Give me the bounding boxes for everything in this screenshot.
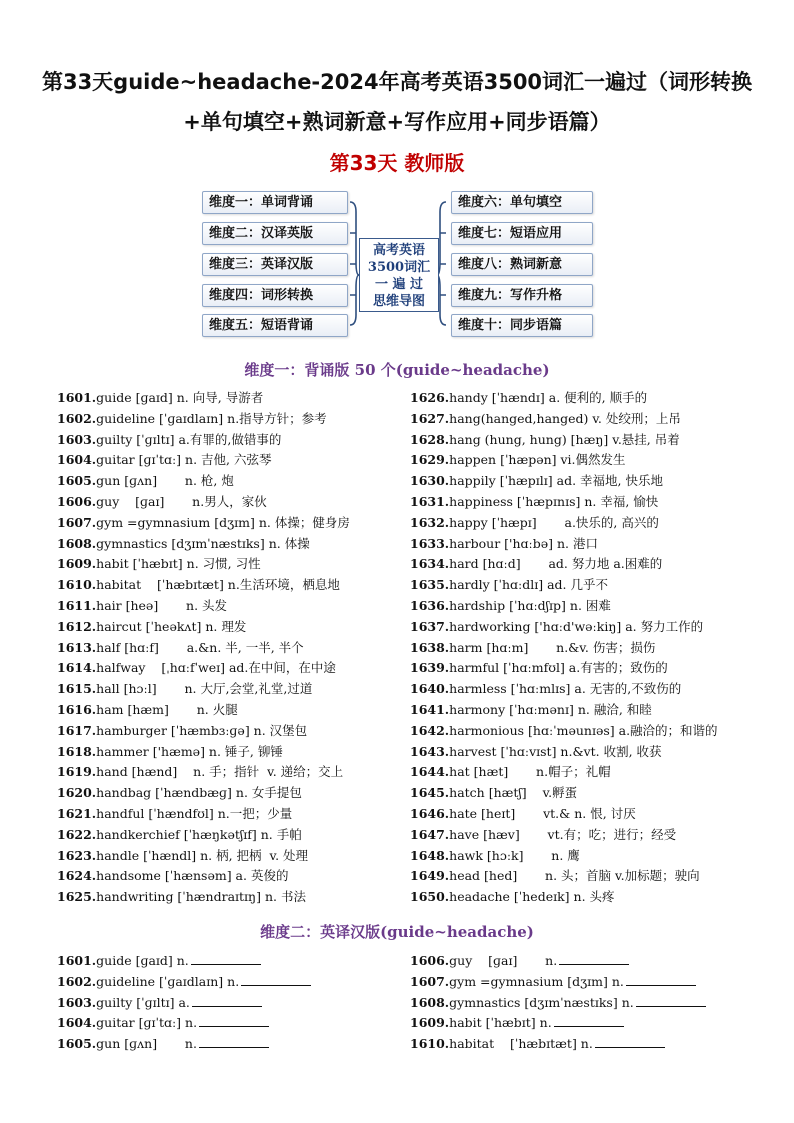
vocab-entry: have [hæv] vt.有；吃；进行；经受 <box>449 826 677 842</box>
vocab-entry: hair [heə] n. 头发 <box>96 597 228 613</box>
vocab-entry: harmless [ˈhɑːmlɪs] a. 无害的,不致伤的 <box>449 681 682 697</box>
vocab-number: 1604. <box>57 452 97 468</box>
vocab-row <box>57 534 397 555</box>
vocab-number: 1622. <box>57 826 97 842</box>
vocab-entry: gymnastics [dʒɪmˈnæstɪks] n. <box>449 994 634 1010</box>
vocab-row <box>57 638 397 659</box>
vocab-row <box>57 783 397 804</box>
vocab-number: 1633. <box>410 535 450 551</box>
mindmap-left-2: 维度二：汉译英版 <box>202 222 348 245</box>
vocab-number: 1619. <box>57 764 97 780</box>
vocab-number: 1613. <box>57 639 97 655</box>
vocab-number: 1650. <box>410 889 450 905</box>
vocab-entry: habit [ˈhæbɪt] n. <box>449 1015 552 1031</box>
vocab-number: 1631. <box>410 493 450 509</box>
vocab-row <box>410 409 750 430</box>
vocab-row <box>57 492 397 513</box>
vocab-row <box>57 700 397 721</box>
vocab-entry: guy [ɡaɪ] n. <box>449 953 558 968</box>
answer-blank[interactable] <box>191 953 261 965</box>
vocab-row <box>57 762 397 783</box>
vocab-row <box>57 409 397 430</box>
vocab-entry: guitar [ɡɪˈtɑː] n. 吉他, 六弦琴 <box>96 452 272 468</box>
vocab-row <box>410 742 750 763</box>
vocab-entry: hardworking ['hɑːd'wəːkiŋ] a. 努力工作的 <box>449 618 704 634</box>
vocab-entry: hang(hanged,hanged) v. 处绞刑；上吊 <box>449 410 681 426</box>
vocab-number: 1634. <box>410 556 450 572</box>
vocab-entry: half [hɑːf] a.&n. 半, 一半, 半个 <box>96 639 304 655</box>
vocab-row <box>410 513 750 534</box>
vocab-entry: head [hed] n. 头；首脑 v.加标题；驶向 <box>449 868 700 884</box>
vocab-entry: gymnastics [dʒɪmˈnæstɪks] n. 体操 <box>96 535 310 551</box>
vocab-entry: hawk [hɔːk] n. 鹰 <box>449 847 580 863</box>
answer-blank[interactable] <box>192 995 262 1007</box>
vocab-row <box>57 617 397 638</box>
vocab-number: 1608. <box>410 994 450 1010</box>
vocab-number: 1629. <box>410 452 450 468</box>
vocab-entry: gun [ɡʌn] n. <box>96 1036 197 1052</box>
vocab-entry: hamburger [ˈhæmbɜːɡə] n. 汉堡包 <box>96 722 308 738</box>
answer-blank[interactable] <box>626 974 696 986</box>
vocab-row <box>57 993 397 1014</box>
mindmap-right-8: 维度八：熟词新意 <box>451 253 593 276</box>
vocab-entry: hard [hɑːd] ad. 努力地 a.困难的 <box>449 556 663 572</box>
mindmap-right-10: 维度十：同步语篇 <box>451 314 593 337</box>
vocab-number: 1610. <box>57 577 97 593</box>
vocab-row <box>57 825 397 846</box>
section1-left-list <box>57 388 397 908</box>
vocab-entry: habitat [ˈhæbɪtæt] n.生活环境，栖息地 <box>96 577 340 593</box>
vocab-number: 1602. <box>57 973 97 989</box>
answer-blank[interactable] <box>241 974 311 986</box>
vocab-entry: halfway [ˌhɑːfˈweɪ] ad.在中间，在中途 <box>96 660 336 676</box>
mindmap-right-6: 维度六：单句填空 <box>451 191 593 214</box>
vocab-number: 1643. <box>410 743 450 759</box>
vocab-entry: guy [ɡaɪ] n.男人，家伙 <box>96 493 267 509</box>
answer-blank[interactable] <box>559 953 629 965</box>
vocab-number: 1625. <box>57 889 97 905</box>
vocab-entry: handbag [ˈhændbæɡ] n. 女手提包 <box>96 785 302 801</box>
vocab-entry: gym =gymnasium [dʒɪm] n. 体操；健身房 <box>96 514 350 530</box>
vocab-number: 1635. <box>410 577 450 593</box>
vocab-entry: handful [ˈhændfʊl] n.一把；少量 <box>96 805 293 821</box>
vocab-number: 1639. <box>410 660 450 676</box>
vocab-row <box>57 450 397 471</box>
vocab-entry: guitar [ɡɪˈtɑː] n. <box>96 1015 198 1031</box>
vocab-number: 1606. <box>57 493 97 509</box>
mindmap-left-1: 维度一：单词背诵 <box>202 191 348 214</box>
vocab-row <box>410 783 750 804</box>
vocab-entry: harbour ['hɑːbə] n. 港口 <box>449 535 598 551</box>
vocab-number: 1612. <box>57 618 97 634</box>
vocab-row <box>410 575 750 596</box>
vocab-row <box>57 658 397 679</box>
vocab-entry: hand [hænd] n. 手；指针 v. 递给；交上 <box>96 764 344 780</box>
vocab-row <box>410 450 750 471</box>
vocab-number: 1609. <box>57 556 97 572</box>
vocab-number: 1616. <box>57 701 97 717</box>
vocab-entry: hardship [ˈhɑːdʃɪp] n. 困难 <box>449 597 611 613</box>
vocab-entry: happy [ˈhæpɪ] a.快乐的, 高兴的 <box>449 514 659 530</box>
vocab-entry: harvest [ˈhɑːvɪst] n.&vt. 收割, 收获 <box>449 743 662 759</box>
mindmap-right-7: 维度七：短语应用 <box>451 222 593 245</box>
vocab-row <box>57 887 397 908</box>
mindmap-center <box>359 238 439 312</box>
vocab-number: 1641. <box>410 701 450 717</box>
answer-blank[interactable] <box>199 1036 269 1048</box>
vocab-row <box>410 721 750 742</box>
vocab-entry: harm [hɑːm] n.&v. 伤害；损伤 <box>449 639 656 655</box>
vocab-entry: headache [ˈhedeɪk] n. 头疼 <box>449 889 615 905</box>
vocab-number: 1601. <box>57 953 97 968</box>
vocab-row <box>57 721 397 742</box>
vocab-row <box>57 846 397 867</box>
mindmap-left-3: 维度三：英译汉版 <box>202 253 348 276</box>
vocab-entry: hang (hung, hung) [hæŋ] v.悬挂, 吊着 <box>449 431 680 447</box>
vocab-row <box>410 993 750 1014</box>
vocab-number: 1605. <box>57 1036 97 1052</box>
vocab-row <box>410 534 750 555</box>
mindmap-left-5: 维度五：短语背诵 <box>202 314 348 337</box>
vocab-entry: handkerchief [ˈhæŋkətʃɪf] n. 手帕 <box>96 826 302 842</box>
vocab-number: 1626. <box>410 390 450 405</box>
vocab-number: 1620. <box>57 785 97 801</box>
vocab-number: 1601. <box>57 390 97 405</box>
vocab-row <box>57 575 397 596</box>
vocab-row <box>57 1013 397 1034</box>
vocab-number: 1615. <box>57 681 97 697</box>
mindmap-left-4: 维度四：词形转换 <box>202 284 348 307</box>
vocab-entry: hall [hɔːl] n. 大厅,会堂,礼堂,过道 <box>96 681 313 697</box>
vocab-entry: habitat [ˈhæbɪtæt] n. <box>449 1036 593 1052</box>
vocab-number: 1648. <box>410 847 450 863</box>
vocab-row <box>410 804 750 825</box>
answer-blank[interactable] <box>595 1036 665 1048</box>
vocab-entry: handy [ˈhændɪ] a. 便利的, 顺手的 <box>449 390 648 405</box>
vocab-number: 1602. <box>57 410 97 426</box>
vocab-row <box>410 492 750 513</box>
vocab-entry: hammer ['hæmə] n. 锤子, 铆锤 <box>96 743 283 759</box>
page-subtitle: 第33天 教师版 <box>329 151 465 175</box>
vocab-entry: hatch [hætʃ] v.孵蛋 <box>449 785 578 801</box>
section2-right-list <box>410 951 750 1055</box>
vocab-number: 1649. <box>410 868 450 884</box>
section1-title: 维度一：背诵版 50 个(guide~headache) <box>244 361 550 379</box>
vocab-entry: ham [hæm] n. 火腿 <box>96 701 238 717</box>
vocab-row <box>410 679 750 700</box>
vocab-number: 1603. <box>57 994 97 1010</box>
vocab-entry: harmonious [hɑːˈməunɪəs] a.融洽的；和谐的 <box>449 722 718 738</box>
vocab-row <box>57 679 397 700</box>
vocab-number: 1642. <box>410 722 450 738</box>
vocab-entry: guideline [ˈɡaɪdlaɪn] n.指导方针；参考 <box>96 410 327 426</box>
vocab-row <box>410 825 750 846</box>
page-title: 第33天guide~headache-2024年高考英语3500词汇一遍过（词形转换+单句填空+熟词新意+写作应用+同步语篇） <box>41 70 753 134</box>
vocab-entry: gym =gymnasium [dʒɪm] n. <box>449 973 624 989</box>
vocab-entry: handle [ˈhændl] n. 柄, 把柄 v. 处理 <box>96 847 309 863</box>
answer-blank[interactable] <box>554 1015 624 1027</box>
vocab-number: 1645. <box>410 785 450 801</box>
vocab-row <box>57 554 397 575</box>
vocab-row <box>410 700 750 721</box>
vocab-row <box>410 762 750 783</box>
vocab-entry: guide [ɡaɪd] n. <box>96 953 189 968</box>
answer-blank[interactable] <box>636 995 706 1007</box>
vocab-entry: guide [ɡaɪd] n. 向导, 导游者 <box>96 390 264 405</box>
vocab-number: 1605. <box>57 473 97 489</box>
vocab-number: 1638. <box>410 639 450 655</box>
vocab-number: 1621. <box>57 805 97 821</box>
vocab-row <box>410 887 750 908</box>
vocab-row <box>57 430 397 451</box>
vocab-row <box>410 430 750 451</box>
vocab-number: 1644. <box>410 764 450 780</box>
vocab-row <box>410 638 750 659</box>
vocab-number: 1628. <box>410 431 450 447</box>
vocab-number: 1617. <box>57 722 97 738</box>
vocab-row <box>57 804 397 825</box>
section2-title: 维度二：英译汉版(guide~headache) <box>260 923 534 941</box>
vocab-number: 1614. <box>57 660 97 676</box>
vocab-row <box>410 1034 750 1055</box>
vocab-number: 1630. <box>410 473 450 489</box>
vocab-row <box>410 972 750 993</box>
vocab-entry: harmful [ˈhɑːmfʊl] a.有害的；致伤的 <box>449 660 668 676</box>
vocab-row <box>410 1013 750 1034</box>
vocab-row <box>57 596 397 617</box>
vocab-entry: happily [ˈhæpɪlɪ] ad. 幸福地, 快乐地 <box>449 473 663 489</box>
vocab-entry: handsome [ˈhænsəm] a. 英俊的 <box>96 868 289 884</box>
vocab-entry: happiness [ˈhæpɪnɪs] n. 幸福, 愉快 <box>449 493 659 509</box>
vocab-entry: hate [heɪt] vt.& n. 恨, 讨厌 <box>449 805 636 821</box>
vocab-row <box>57 471 397 492</box>
section2-left-list <box>57 951 397 1055</box>
vocab-row <box>57 972 397 993</box>
vocab-row <box>410 658 750 679</box>
mindmap-center-line: 3500词汇 <box>367 260 431 275</box>
vocab-number: 1608. <box>57 535 97 551</box>
vocab-row <box>57 513 397 534</box>
vocab-number: 1618. <box>57 743 97 759</box>
vocab-number: 1624. <box>57 868 97 884</box>
section1-right-list <box>410 388 750 908</box>
vocab-entry: haircut [ˈheəkʌt] n. 理发 <box>96 618 247 634</box>
vocab-number: 1637. <box>410 618 450 634</box>
mindmap-right-9: 维度九：写作升格 <box>451 284 593 307</box>
vocab-row <box>410 866 750 887</box>
vocab-row <box>57 1034 397 1055</box>
vocab-number: 1607. <box>57 514 97 530</box>
answer-blank[interactable] <box>199 1015 269 1027</box>
vocab-row <box>410 617 750 638</box>
vocab-number: 1632. <box>410 514 450 530</box>
vocab-row <box>57 388 397 409</box>
vocab-number: 1646. <box>410 805 450 821</box>
vocab-row <box>57 742 397 763</box>
vocab-row <box>57 951 397 972</box>
vocab-entry: hat [hæt] n.帽子；礼帽 <box>449 764 611 780</box>
vocab-entry: guilty [ˈɡɪltɪ] a. <box>96 994 190 1010</box>
vocab-row <box>410 388 750 409</box>
vocab-row <box>57 866 397 887</box>
vocab-number: 1610. <box>410 1036 450 1052</box>
vocab-entry: gun [ɡʌn] n. 枪, 炮 <box>96 473 234 489</box>
vocab-number: 1611. <box>57 597 97 613</box>
vocab-number: 1640. <box>410 681 450 697</box>
mindmap-center-line: 思维导图 <box>372 294 425 309</box>
mindmap-center-line: 高考英语 <box>372 243 425 258</box>
vocab-number: 1627. <box>410 410 450 426</box>
vocab-entry: harmony [ˈhɑːmənɪ] n. 融洽, 和睦 <box>449 701 652 717</box>
vocab-number: 1606. <box>410 953 450 968</box>
vocab-row <box>410 846 750 867</box>
vocab-entry: guideline [ˈɡaɪdlaɪn] n. <box>96 973 240 989</box>
vocab-number: 1603. <box>57 431 97 447</box>
vocab-row <box>410 596 750 617</box>
vocab-number: 1607. <box>410 973 450 989</box>
vocab-row <box>410 951 750 972</box>
vocab-number: 1609. <box>410 1015 450 1031</box>
mindmap-center-line: 一 遍 过 <box>374 277 424 292</box>
vocab-number: 1604. <box>57 1015 97 1031</box>
vocab-entry: hardly [ˈhɑːdlɪ] ad. 几乎不 <box>449 577 608 593</box>
vocab-entry: guilty [ˈɡɪltɪ] a.有罪的,做错事的 <box>96 431 282 447</box>
vocab-row <box>410 471 750 492</box>
vocab-row <box>410 554 750 575</box>
vocab-entry: handwriting [ˈhændraɪtɪŋ] n. 书法 <box>96 889 306 905</box>
vocab-entry: happen [ˈhæpən] vi.偶然发生 <box>449 452 626 468</box>
vocab-number: 1647. <box>410 826 450 842</box>
vocab-entry: habit [ˈhæbɪt] n. 习惯, 习性 <box>96 556 261 572</box>
vocab-number: 1623. <box>57 847 97 863</box>
vocab-number: 1636. <box>410 597 450 613</box>
